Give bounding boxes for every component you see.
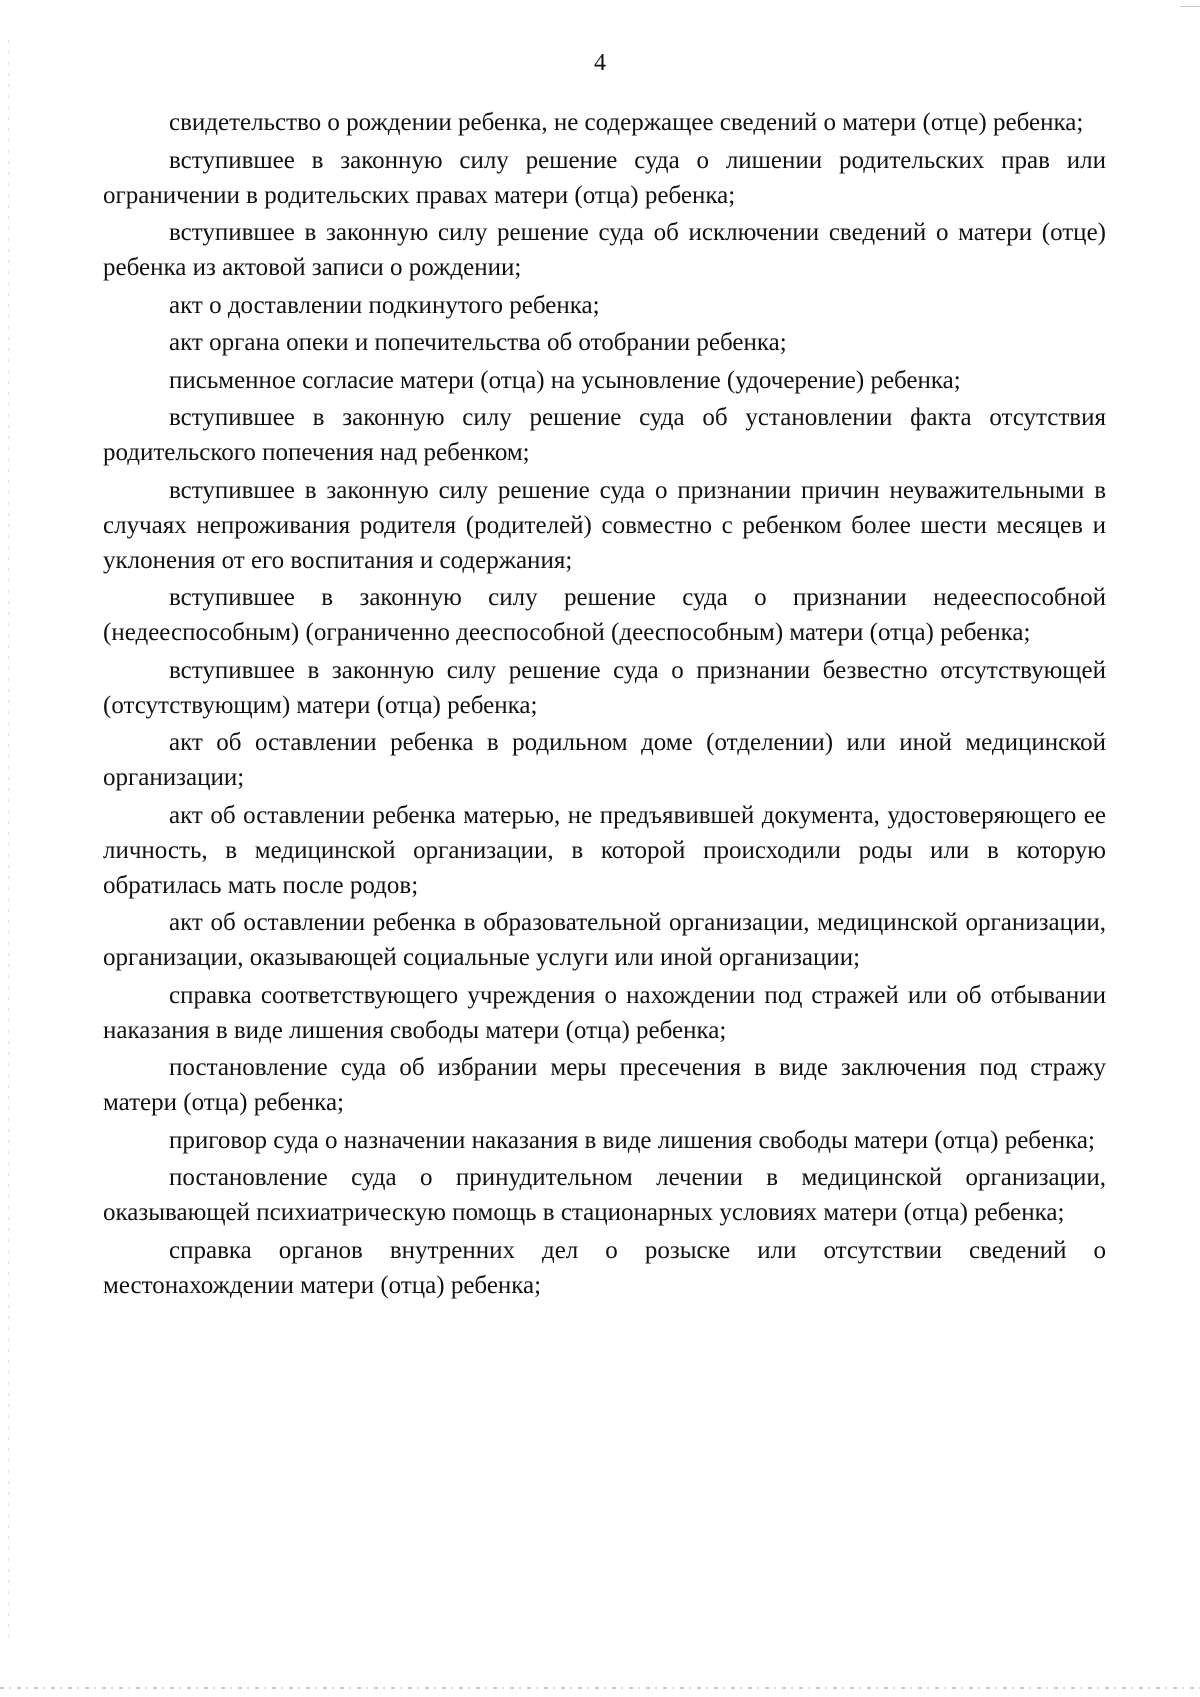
- paragraph: письменное согласие матери (отца) на усыновление (удочерение) ребенка;: [169, 366, 961, 394]
- paragraph: акт о доставлении подкинутого ребенка;: [169, 291, 600, 319]
- paragraph: справка соответствующего учреждения о нахождении под стражей или об отбывании наказания в виде лишения свободы матери (отца) ребенка;: [103, 981, 1106, 1044]
- paragraph: вступившее в законную силу решение суда о признании безвестно отсутствующей (отсутствующим) матери (отца) ребенка;: [103, 656, 1106, 719]
- document-body: [103, 105, 1106, 1305]
- page-number: 4: [594, 50, 606, 76]
- scan-edge-mark: [0, 1687, 1200, 1689]
- paragraph: свидетельство о рождении ребенка, не содержащее сведений о матери (отце) ребенка;: [169, 109, 1084, 136]
- paragraph: акт об оставлении ребенка в образовательной организации, медицинской организации, организации, оказывающей социальные услуги или иной организации;: [103, 909, 1106, 971]
- scan-edge-mark: [1180, 0, 1200, 7]
- paragraph: вступившее в законную силу решение суда о признании причин неуважительными в случаях непроживания родителя (родителей) совместно с ребенком более шести месяцев и уклонения от его воспитания и содержания;: [103, 476, 1106, 574]
- paragraph: приговор суда о назначении наказания в виде лишения свободы матери (отца) ребенка;: [169, 1126, 1095, 1154]
- paragraph: вступившее в законную силу решение суда о признании недееспособной (недееспособным) (ограниченно дееспособной (дееспособным) матери (отца) ребенка;: [103, 584, 1106, 646]
- scan-edge-mark: [8, 40, 9, 1640]
- paragraph: постановление суда об избрании меры пресечения в виде заключения под стражу матери (отца) ребенка;: [103, 1054, 1106, 1116]
- paragraph: акт об оставлении ребенка матерью, не предъявившей документа, удостоверяющего ее личность, в медицинской организации, в которой происходили роды или в которую обратилась мать после родов;: [103, 801, 1106, 899]
- paragraph: постановление суда о принудительном лечении в медицинской организации, оказывающей психиатрическую помощь в стационарных условиях матери (отца) ребенка;: [103, 1164, 1106, 1226]
- paragraph: вступившее в законную силу решение суда о лишении родительских прав или ограничении в родительских правах матери (отца) ребенка;: [103, 146, 1106, 209]
- paragraph: акт об оставлении ребенка в родильном доме (отделении) или иной медицинской организации;: [103, 729, 1106, 791]
- paragraph: вступившее в законную силу решение суда об исключении сведений о матери (отце) ребенка из актовой записи о рождении;: [103, 219, 1106, 281]
- paragraph: вступившее в законную силу решение суда об установлении факта отсутствия родительского попечения над ребенком;: [103, 404, 1106, 466]
- paragraph: акт органа опеки и попечительства об отобрании ребенка;: [169, 329, 787, 356]
- paragraph: справка органов внутренних дел о розыске или отсутствии сведений о местонахождении матери (отца) ребенка;: [103, 1236, 1106, 1299]
